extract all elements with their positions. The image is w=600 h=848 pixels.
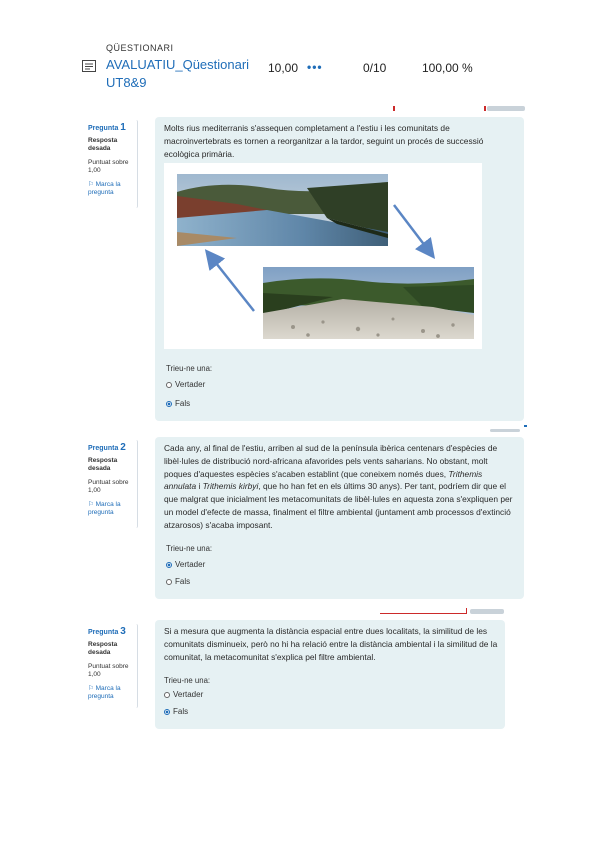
radio-true[interactable] [166,382,172,388]
question-number: 2 [120,442,126,453]
flag-icon: ⚐ [88,501,96,508]
question-info-2 [86,440,138,528]
decor-mark [466,608,467,614]
arrow-down [394,205,432,255]
question-box-2 [155,437,524,599]
arrow-up [208,253,254,311]
decor-bar [487,106,525,111]
decor-mark [524,425,527,427]
answer-prompt: Trieu-ne una: [166,544,213,553]
quiz-kicker: QÜESTIONARI [106,43,174,53]
question-number: 3 [120,626,126,637]
question-marks: Puntuat sobre 1,00 [88,663,129,678]
option-true[interactable]: Vertader [164,690,203,699]
question-info-3 [86,624,138,708]
question-box-1 [155,117,524,421]
radio-false[interactable] [164,709,170,715]
option-false[interactable]: Fals [166,399,190,408]
question-marks: Puntuat sobre 1,00 [88,159,129,174]
flag-icon: ⚐ [88,181,96,188]
flag-question-link[interactable]: ⚐ Marca la pregunta [88,181,121,196]
question-info-1 [86,120,138,208]
question-label: Pregunta [88,445,119,452]
radio-true[interactable] [164,692,170,698]
question-label: Pregunta [88,629,119,636]
flag-icon: ⚐ [88,685,96,692]
answer-prompt: Trieu-ne una: [164,676,211,685]
option-true[interactable]: Vertader [166,560,205,569]
answer-prompt: Trieu-ne una: [166,364,213,373]
flag-question-link[interactable]: ⚐ Marca la pregunta [88,685,121,700]
question-marks: Puntuat sobre 1,00 [88,479,129,494]
option-false[interactable]: Fals [166,577,190,586]
question-text: Cada any, al final de l'estiu, arriben al sud de la península ibèrica centenars d'espècies de libèl·lules de distribució nord-africana afavorides pels vents saharians. No obstant, molt poques d'aquestes espècies s'acaben establint (que coneixem només dues, Trithemis annulata i Trithemis kirbyi, que ho han fet en els últims 30 anys). Per tant, podríem dir que el que malgrat que inicialment les metacomunitats de libèl·lules en aquesta zona s'expliquen per un model d'efecte de massa, finalment el filtre ambiental (juntament amb processos d'extinció atzarosos) s'acaba imposant. [164,443,513,530]
mark-value: 0/10 [363,61,387,75]
question-label: Pregunta [88,125,119,132]
question-image [164,163,482,349]
question-text: Molts rius mediterranis s'assequen completament a l'estiu i les comunitats de macroinvertebrats es tornen a reorganitzar a la tardor, seguint un procés de successió ecològica primària. [164,123,484,159]
question-box-3 [155,620,505,729]
radio-true[interactable] [166,562,172,568]
decor-mark [484,106,486,111]
radio-false[interactable] [166,401,172,407]
option-true[interactable]: Vertader [166,380,205,389]
more-options-icon[interactable]: ••• [307,60,323,74]
flag-question-link[interactable]: ⚐ Marca la pregunta [88,501,121,516]
question-status: Resposta desada [88,137,118,152]
question-text: Si a mesura que augmenta la distància espacial entre dues localitats, la similitud de les comunitats disminueix, però no hi ha relació entre la distància ambiental i la similitud de la comunitat, la metacomunitat s'explica pel filtre ambiental. [164,626,498,662]
decor-bar [490,429,520,432]
option-false[interactable]: Fals [164,707,188,716]
question-number: 1 [120,122,126,133]
quiz-title-link[interactable]: AVALUATIU_Qüestionari UT8&9 [106,57,250,90]
question-status: Resposta desada [88,457,118,472]
radio-false[interactable] [166,579,172,585]
grade-value: 10,00 [268,61,299,75]
decor-mark [393,106,395,111]
decor-line [380,613,466,614]
percent-value: 100,00 % [422,61,473,75]
cycle-arrows [164,163,482,349]
quiz-icon [82,60,96,72]
question-status: Resposta desada [88,641,118,656]
decor-bar [470,609,504,614]
